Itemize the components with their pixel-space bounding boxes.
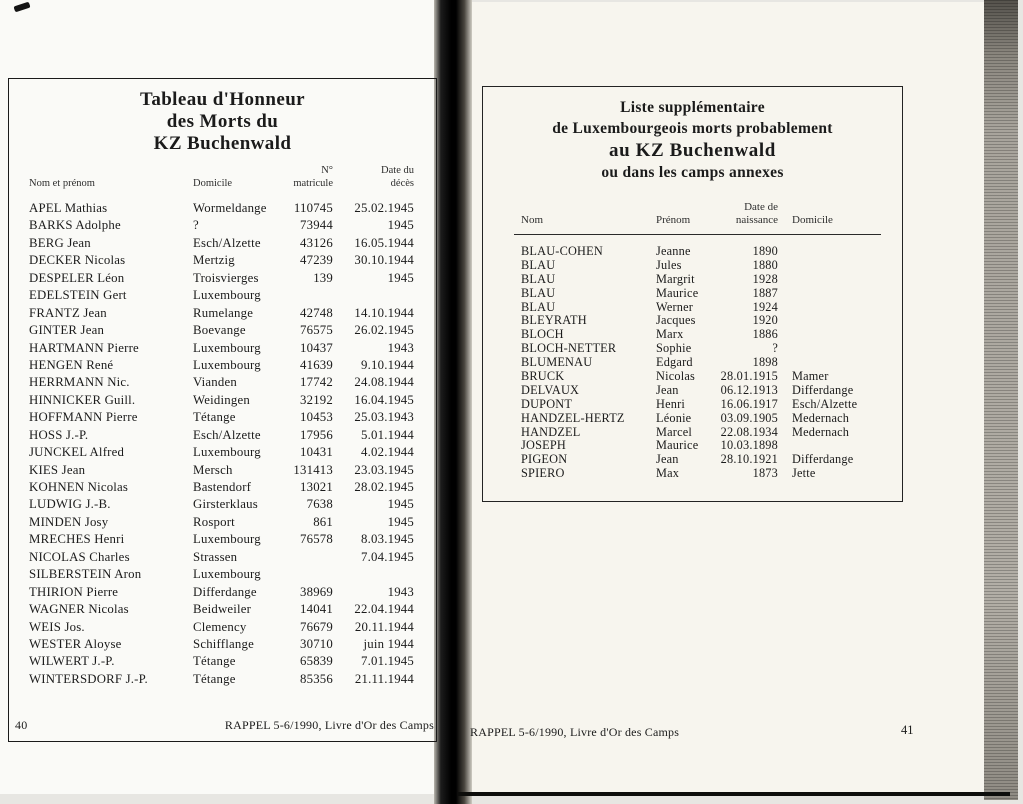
person-domicile: Boevange — [193, 323, 246, 338]
column-header-death-date: Date du décès — [381, 165, 414, 189]
person-firstname: Léonie — [656, 410, 692, 425]
person-domicile: Esch/Alzette — [792, 396, 858, 411]
person-firstname: Jean — [656, 452, 679, 467]
table-row — [483, 313, 902, 327]
person-death-date: 28.02.1945 — [354, 480, 414, 494]
person-birth-date: 28.10.1921 — [720, 452, 778, 467]
person-death-date: 1945 — [387, 497, 414, 512]
person-death-date: juin 1944 — [363, 636, 414, 651]
person-domicile: Esch/Alzette — [193, 235, 261, 250]
person-death-date: 5.01.1944 — [361, 427, 414, 442]
person-name: KOHNEN Nicolas — [29, 480, 129, 494]
person-domicile: Mersch — [193, 462, 233, 477]
table-row — [9, 288, 436, 305]
person-surname: HANDZEL — [521, 424, 581, 439]
table-row — [483, 272, 902, 286]
person-firstname: Werner — [656, 299, 694, 314]
person-matricule: 17742 — [300, 375, 333, 390]
column-header-matricule: N° matricule — [293, 165, 333, 189]
person-firstname: Sophie — [656, 341, 692, 356]
person-firstname: Jules — [656, 257, 682, 272]
person-name: NICOLAS Charles — [29, 549, 130, 564]
person-name: HOFFMANN Pierre — [29, 410, 138, 425]
table-row — [9, 567, 436, 584]
person-matricule: 139 — [313, 270, 333, 285]
person-firstname: Edgard — [656, 355, 693, 370]
person-name: WINTERSDORF J.-P. — [29, 671, 148, 686]
person-birth-date: 03.09.1905 — [720, 410, 778, 425]
left-page-footer — [15, 718, 434, 733]
person-death-date: 4.02.1944 — [361, 445, 414, 460]
table-row — [9, 428, 436, 445]
person-surname: JOSEPH — [521, 438, 566, 453]
person-domicile: Esch/Alzette — [193, 427, 261, 442]
person-death-date: 1943 — [387, 584, 414, 599]
column-header-nom: Nom — [521, 214, 543, 226]
supplementary-list-table — [483, 244, 902, 480]
person-name: APEL Mathias — [29, 201, 108, 215]
person-matricule: 10431 — [300, 445, 333, 460]
person-firstname: Max — [656, 466, 680, 481]
person-domicile: Vianden — [193, 375, 237, 390]
person-death-date: 9.10.1944 — [361, 357, 414, 372]
person-surname: BLEYRATH — [521, 313, 587, 328]
person-death-date: 1945 — [387, 270, 414, 285]
person-surname: DELVAUX — [521, 382, 580, 397]
person-name: SILBERSTEIN Aron — [29, 567, 142, 582]
person-matricule: 13021 — [300, 480, 333, 494]
table-row — [483, 355, 902, 369]
person-matricule: 10453 — [300, 410, 333, 425]
person-matricule: 131413 — [293, 462, 333, 477]
table-row — [9, 532, 436, 549]
honor-roll-header — [9, 165, 436, 190]
person-domicile: Mertzig — [193, 253, 235, 268]
person-domicile: Tétange — [193, 671, 236, 686]
table-row — [9, 550, 436, 567]
table-row — [9, 393, 436, 410]
person-domicile: Differdange — [792, 452, 854, 467]
person-name: MINDEN Josy — [29, 514, 109, 529]
person-matricule: 65839 — [300, 654, 333, 669]
table-row — [483, 286, 902, 300]
person-matricule: 861 — [313, 514, 333, 529]
person-surname: BRUCK — [521, 369, 565, 384]
person-surname: BLAU — [521, 299, 556, 314]
person-matricule: 17956 — [300, 427, 333, 442]
person-domicile: Clemency — [193, 619, 247, 634]
person-death-date: 23.03.1945 — [354, 462, 414, 477]
person-death-date: 7.01.1945 — [361, 654, 414, 669]
table-row — [9, 271, 436, 288]
person-domicile: ? — [193, 218, 199, 233]
table-row — [483, 327, 902, 341]
person-domicile: Luxembourg — [193, 532, 261, 547]
person-name: THIRION Pierre — [29, 584, 119, 599]
book-binding-gutter — [434, 0, 472, 804]
column-header-prenom: Prénom — [656, 214, 691, 226]
person-matricule: 7638 — [306, 497, 333, 512]
person-domicile: Differdange — [792, 382, 854, 397]
person-name: EDELSTEIN Gert — [29, 288, 127, 303]
person-matricule: 10437 — [300, 340, 333, 355]
person-death-date: 1943 — [387, 340, 414, 355]
person-name: WEIS Jos. — [29, 619, 85, 634]
person-domicile: Rumelange — [193, 305, 254, 320]
person-domicile: Luxembourg — [193, 340, 261, 355]
left-page-number: 40 — [15, 718, 28, 732]
table-row — [483, 383, 902, 397]
person-birth-date: 1887 — [752, 285, 778, 300]
right-title-line-1: Liste supplémentaire — [620, 99, 765, 116]
person-domicile: Luxembourg — [193, 445, 261, 460]
table-row — [9, 672, 436, 689]
person-domicile: Troisvierges — [193, 270, 259, 285]
person-birth-date: 28.01.1915 — [720, 369, 778, 384]
person-surname: DUPONT — [521, 396, 573, 411]
person-name: LUDWIG J.-B. — [29, 497, 111, 512]
person-firstname: Maurice — [656, 285, 699, 300]
table-row — [483, 369, 902, 383]
right-page-number: 41 — [901, 723, 914, 737]
column-header-domicile-right: Domicile — [792, 214, 833, 226]
person-death-date: 25.02.1945 — [354, 201, 414, 215]
table-row — [483, 411, 902, 425]
table-row — [9, 497, 436, 514]
person-birth-date: 1898 — [752, 355, 778, 370]
page-edge-texture — [984, 0, 1018, 800]
person-matricule: 73944 — [300, 218, 333, 233]
table-row — [9, 253, 436, 270]
table-row — [9, 515, 436, 532]
table-row — [483, 452, 902, 466]
header-divider-rule — [514, 234, 881, 235]
table-row — [9, 585, 436, 602]
table-row — [483, 425, 902, 439]
person-death-date: 21.11.1944 — [354, 671, 414, 686]
table-row — [483, 438, 902, 452]
person-matricule: 47239 — [300, 253, 333, 268]
person-name: WESTER Aloyse — [29, 636, 122, 651]
table-row — [9, 410, 436, 427]
person-surname: BLAU-COHEN — [521, 244, 603, 258]
table-row — [9, 480, 436, 497]
person-matricule: 42748 — [300, 305, 333, 320]
person-domicile: Schifflange — [193, 636, 254, 651]
person-birth-date: 10.03.1898 — [720, 438, 778, 453]
person-domicile: Beidweiler — [193, 602, 252, 617]
table-row — [9, 620, 436, 637]
person-death-date: 1945 — [387, 514, 414, 529]
person-domicile: Mamer — [792, 369, 829, 384]
left-title-line-2: des Morts du — [166, 111, 279, 132]
person-matricule: 38969 — [300, 584, 333, 599]
person-birth-date: ? — [772, 341, 778, 356]
person-surname: BLOCH — [521, 327, 564, 342]
person-name: FRANTZ Jean — [29, 305, 107, 320]
person-firstname: Marcel — [656, 424, 693, 439]
person-domicile: Rosport — [193, 514, 235, 529]
person-death-date: 25.03.1943 — [354, 410, 414, 425]
table-row — [9, 218, 436, 235]
person-name: JUNCKEL Alfred — [29, 445, 125, 460]
person-domicile: Jette — [792, 466, 816, 481]
person-birth-date: 1928 — [752, 271, 778, 286]
person-death-date: 26.02.1945 — [354, 323, 414, 338]
person-matricule: 110745 — [293, 201, 333, 215]
person-matricule: 41639 — [300, 357, 333, 372]
person-firstname: Margrit — [656, 271, 695, 286]
bottom-page-shadow — [458, 792, 1010, 796]
table-row — [9, 602, 436, 619]
person-domicile: Girsterklaus — [193, 497, 258, 512]
person-domicile: Wormeldange — [193, 201, 267, 215]
person-name: GINTER Jean — [29, 323, 105, 338]
table-row — [9, 375, 436, 392]
right-title-line-3: au KZ Buchenwald — [609, 140, 776, 161]
person-firstname: Jean — [656, 382, 679, 397]
person-death-date: 20.11.1944 — [354, 619, 414, 634]
left-title-line-3: KZ Buchenwald — [153, 133, 292, 154]
column-header-name: Nom et prénom — [29, 177, 95, 189]
person-domicile: Bastendorf — [193, 480, 252, 494]
right-title-line-2: de Luxembourgeois morts probablement — [552, 120, 833, 137]
person-name: WILWERT J.-P. — [29, 654, 115, 669]
person-matricule: 85356 — [300, 671, 333, 686]
person-death-date: 24.08.1944 — [354, 375, 414, 390]
table-row — [9, 463, 436, 480]
person-surname: BLAU — [521, 285, 556, 300]
person-name: HOSS J.-P. — [29, 427, 89, 442]
person-matricule: 32192 — [300, 392, 333, 407]
person-matricule: 76578 — [300, 532, 333, 547]
honor-roll-table — [9, 201, 436, 689]
table-row — [9, 341, 436, 358]
person-death-date: 16.04.1945 — [354, 392, 414, 407]
person-death-date: 8.03.1945 — [361, 532, 414, 547]
person-domicile: Luxembourg — [193, 288, 261, 303]
left-title-line-1: Tableau d'Honneur — [139, 89, 306, 110]
right-page-title — [483, 97, 902, 183]
person-name: HARTMANN Pierre — [29, 340, 139, 355]
person-name: MRECHES Henri — [29, 532, 125, 547]
column-header-birth-date: Date de naissance — [735, 201, 778, 226]
person-firstname: Henri — [656, 396, 685, 411]
table-row — [9, 201, 436, 218]
person-matricule: 43126 — [300, 235, 333, 250]
person-death-date: 22.04.1944 — [354, 602, 414, 617]
table-row — [483, 341, 902, 355]
table-row — [483, 300, 902, 314]
person-name: DECKER Nicolas — [29, 253, 126, 268]
person-surname: BLUMENAU — [521, 355, 593, 370]
table-row — [483, 258, 902, 272]
person-birth-date: 16.06.1917 — [720, 396, 778, 411]
person-birth-date: 1890 — [752, 244, 778, 258]
person-matricule: 76575 — [300, 323, 333, 338]
person-firstname: Jeanne — [656, 244, 691, 258]
right-title-line-4: ou dans les camps annexes — [601, 164, 784, 181]
table-row — [483, 397, 902, 411]
person-firstname: Marx — [656, 327, 684, 342]
person-name: BARKS Adolphe — [29, 218, 121, 233]
person-death-date: 14.10.1944 — [354, 305, 414, 320]
person-matricule: 30710 — [300, 636, 333, 651]
column-header-domicile: Domicile — [193, 177, 233, 189]
person-firstname: Maurice — [656, 438, 699, 453]
table-row — [9, 358, 436, 375]
person-name: WAGNER Nicolas — [29, 602, 129, 617]
person-birth-date: 1886 — [752, 327, 778, 342]
person-birth-date: 1873 — [752, 466, 778, 481]
person-name: BERG Jean — [29, 235, 91, 250]
table-row — [9, 654, 436, 671]
person-death-date: 1945 — [387, 218, 414, 233]
table-row — [9, 323, 436, 340]
person-domicile: Differdange — [193, 584, 257, 599]
person-surname: BLAU — [521, 257, 556, 272]
table-row — [9, 236, 436, 253]
table-row — [9, 637, 436, 654]
left-page-title — [9, 89, 436, 155]
supplementary-list-frame — [482, 86, 903, 502]
person-domicile: Weidingen — [193, 392, 250, 407]
person-name: HENGEN René — [29, 357, 114, 372]
table-row — [9, 445, 436, 462]
person-name: DESPELER Léon — [29, 270, 125, 285]
person-matricule: 14041 — [300, 602, 333, 617]
person-birth-date: 1880 — [752, 257, 778, 272]
honor-roll-frame — [8, 78, 437, 742]
person-domicile: Luxembourg — [193, 567, 261, 582]
person-death-date: 30.10.1944 — [354, 253, 414, 268]
right-footer-text: RAPPEL 5-6/1990, Livre d'Or des Camps — [470, 725, 680, 739]
person-domicile: Strassen — [193, 549, 238, 564]
person-domicile: Medernach — [792, 424, 850, 439]
table-row — [9, 306, 436, 323]
person-domicile: Tétange — [193, 654, 236, 669]
person-domicile: Luxembourg — [193, 357, 261, 372]
person-birth-date: 1924 — [752, 299, 778, 314]
person-death-date: 7.04.1945 — [361, 549, 414, 564]
supplementary-list-header — [483, 201, 902, 227]
person-birth-date: 06.12.1913 — [720, 382, 778, 397]
person-surname: PIGEON — [521, 452, 568, 467]
person-name: HERRMANN Nic. — [29, 375, 130, 390]
person-name: KIES Jean — [29, 462, 86, 477]
person-domicile: Tétange — [193, 410, 236, 425]
left-footer-text: RAPPEL 5-6/1990, Livre d'Or des Camps — [224, 718, 434, 732]
person-domicile: Medernach — [792, 410, 850, 425]
person-birth-date: 22.08.1934 — [720, 424, 778, 439]
person-firstname: Jacques — [656, 313, 696, 328]
person-death-date: 16.05.1944 — [354, 235, 414, 250]
person-birth-date: 1920 — [752, 313, 778, 328]
person-matricule: 76679 — [300, 619, 333, 634]
person-surname: BLOCH-NETTER — [521, 341, 617, 356]
person-firstname: Nicolas — [656, 369, 695, 384]
table-row — [483, 244, 902, 258]
person-surname: SPIERO — [521, 466, 565, 481]
person-surname: BLAU — [521, 271, 556, 286]
table-row — [483, 466, 902, 480]
person-name: HINNICKER Guill. — [29, 392, 136, 407]
person-surname: HANDZEL-HERTZ — [521, 410, 625, 425]
